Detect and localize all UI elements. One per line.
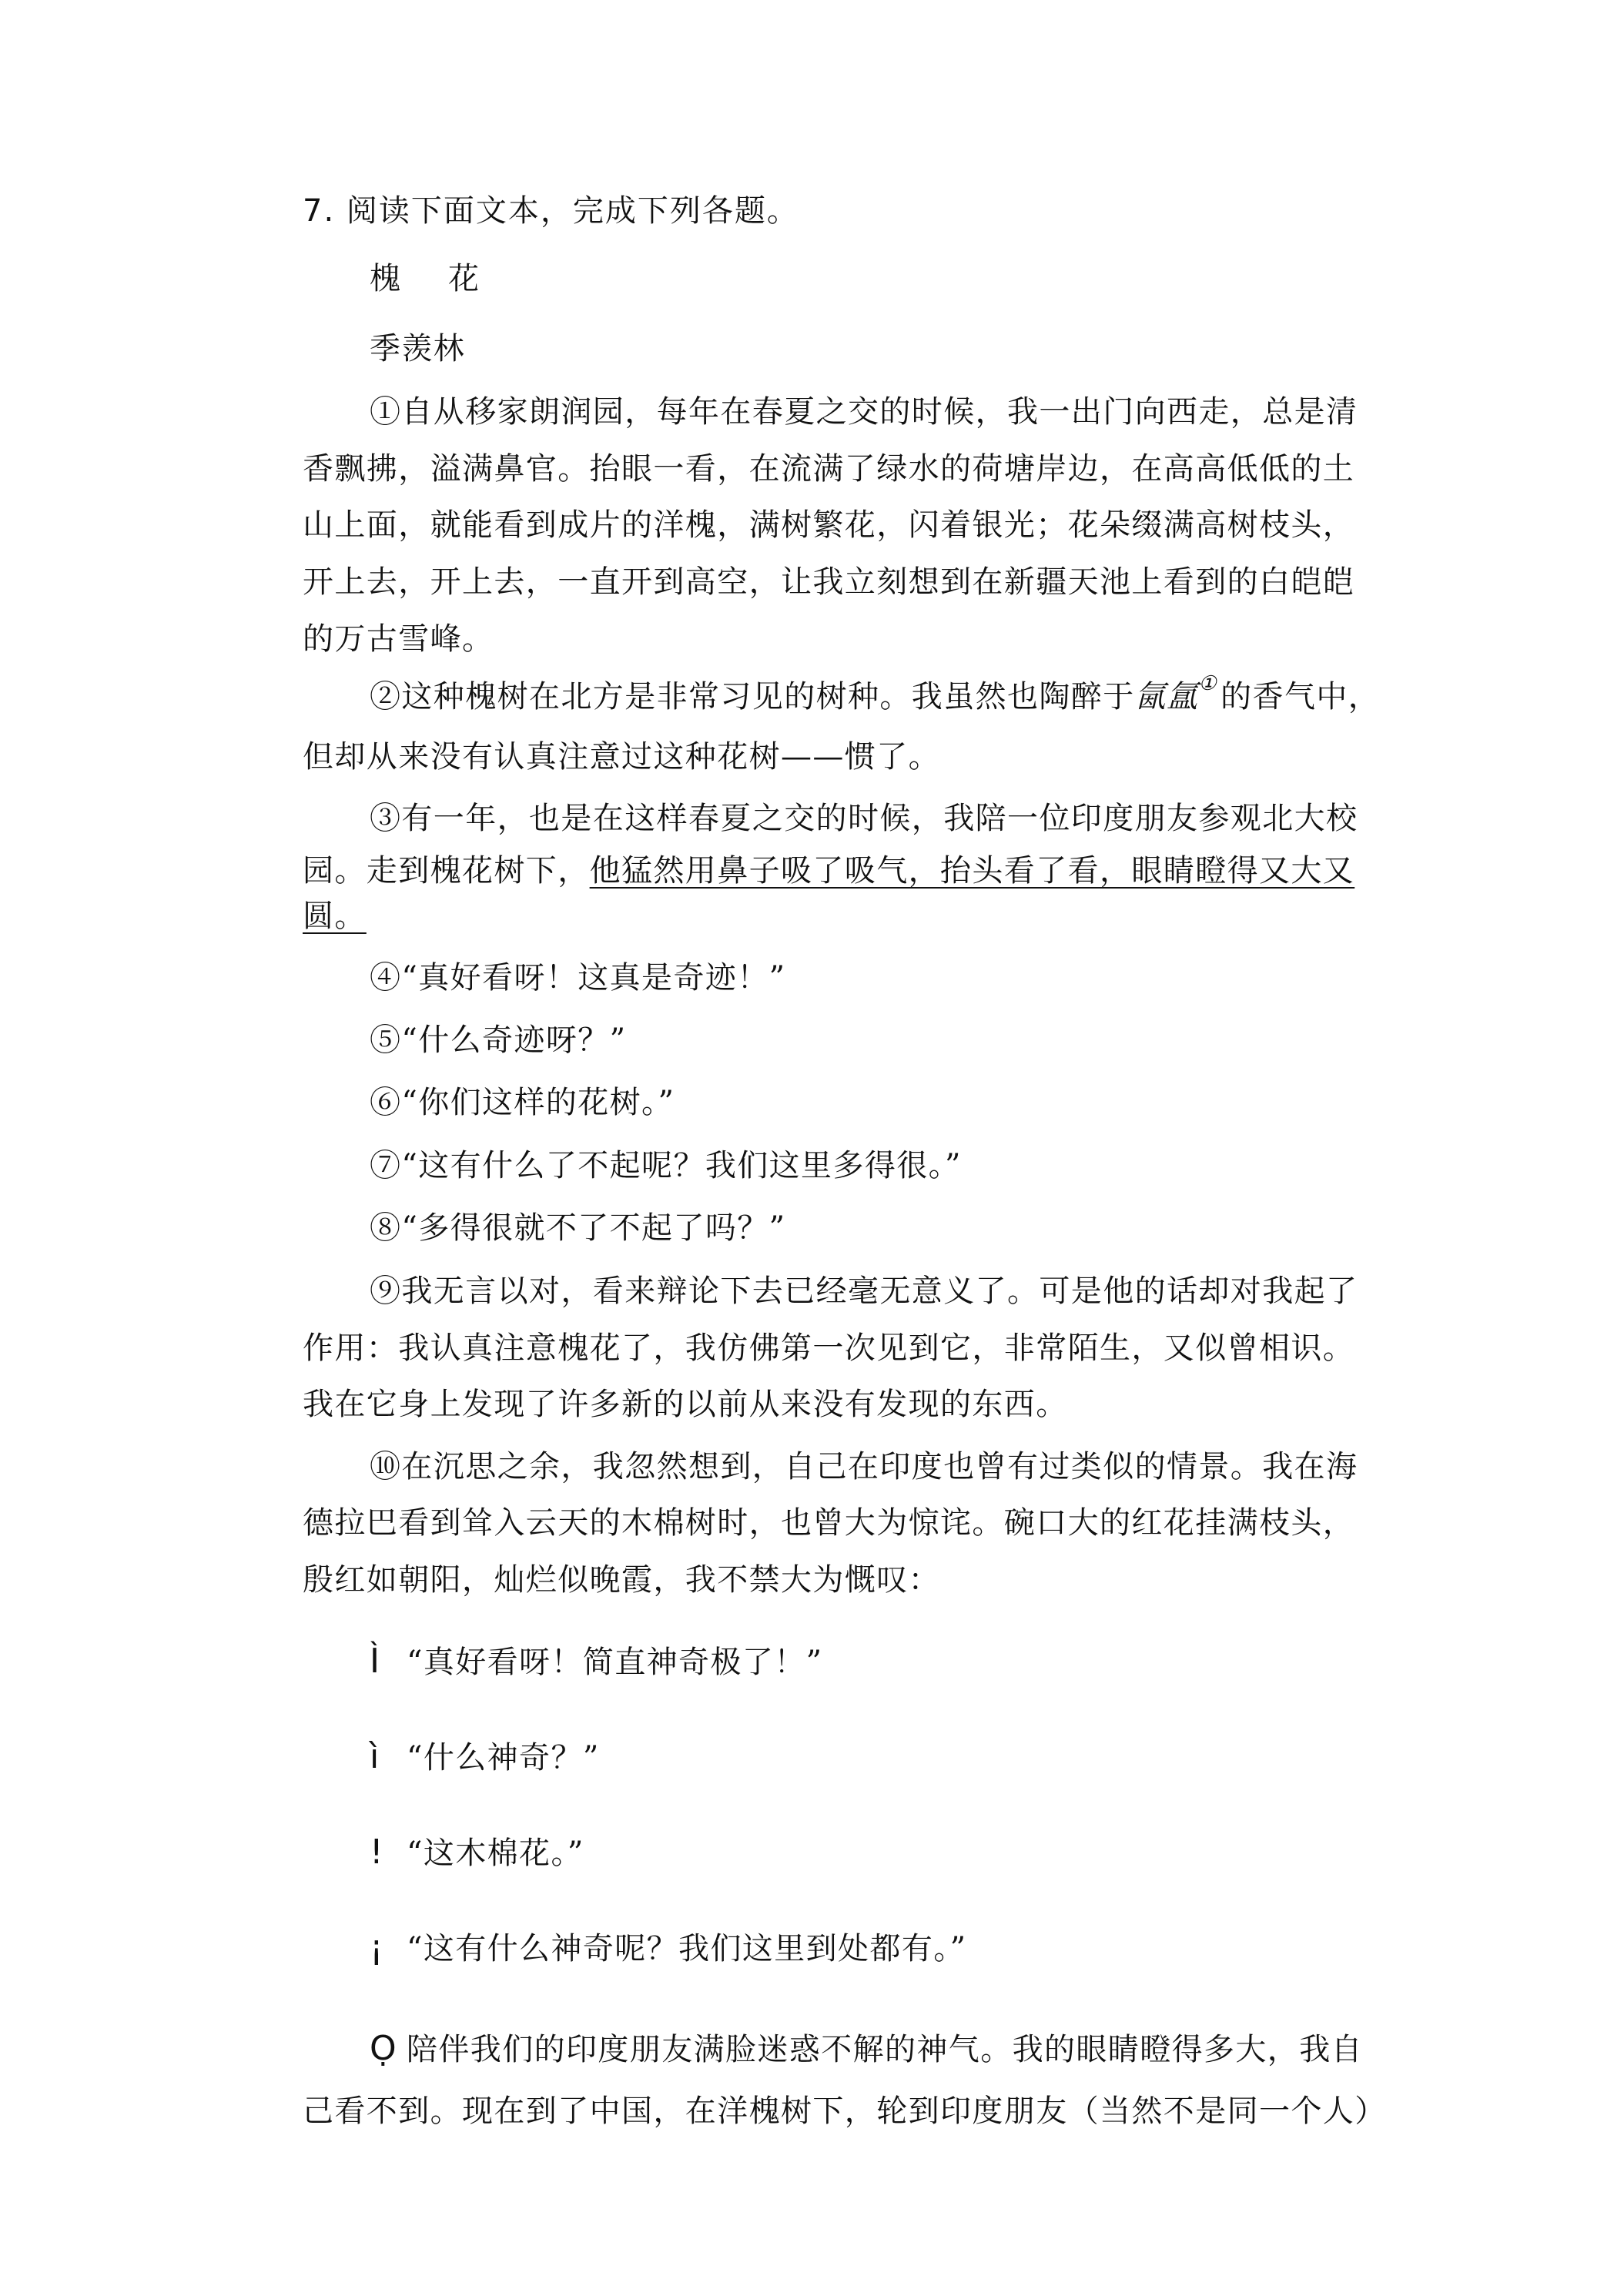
paragraph-2-text-b: 的香气中， — [1221, 679, 1381, 715]
title-char-1: 槐 — [370, 261, 400, 296]
paragraph-15-text: 陪伴我们的印度朋友满脸迷惑不解的神气。我的眼睛瞪得多大，我自 — [407, 2032, 1363, 2067]
paragraph-9-line-2: 作用：我认真注意槐花了，我仿佛第一次见到它，非常陌生，又似曾相识。 — [303, 1330, 1355, 1366]
paragraph-13-number: ! — [370, 1832, 385, 1872]
paragraph-2-term: 氤氲 — [1134, 679, 1199, 715]
paragraph-3-line-2 — [303, 849, 1354, 892]
paragraph-15-number: Ọ — [370, 2029, 398, 2068]
paragraph-2-text-a: ②这种槐树在北方是非常习见的树种。我虽然也陶醉于 — [370, 679, 1135, 715]
paragraph-11 — [370, 1640, 823, 1684]
paragraph-6: ⑥“你们这样的花树。” — [370, 1085, 675, 1120]
paragraph-11-text: “真好看呀！简直神奇极了！” — [407, 1645, 823, 1680]
paragraph-3-text-plain: 园。走到槐花树下， — [303, 853, 590, 889]
paragraph-3-line-1: ③有一年，也是在这样春夏之交的时候，我陪一位印度朋友参观北大校 — [370, 801, 1358, 836]
paragraph-10-line-2: 德拉巴看到耸入云天的木棉树时，也曾大为惊诧。碗口大的红花挂满枝头， — [303, 1505, 1355, 1541]
paragraph-9-line-1: ⑨我无言以对，看来辩论下去已经毫无意义了。可是他的话却对我起了 — [370, 1274, 1358, 1309]
paragraph-1-line-1: ①自从移家朗润园，每年在春夏之交的时候，我一出门向西走，总是清 — [370, 394, 1358, 430]
paragraph-12-number: ì — [370, 1737, 380, 1776]
paragraph-13-text: “这木棉花。” — [407, 1836, 584, 1871]
paragraph-2-line-1 — [370, 672, 1381, 722]
paragraph-10-line-3: 殷红如朝阳，灿烂似晚霞，我不禁大为慨叹： — [303, 1562, 940, 1598]
paragraph-3-line-3 — [303, 895, 367, 938]
paragraph-14-number: ¡ — [370, 1928, 385, 1967]
paragraph-1-line-5: 的万古雪峰。 — [303, 621, 494, 657]
paragraph-4: ④“真好看呀！这真是奇迹！” — [370, 960, 786, 996]
paragraph-1-line-3: 山上面，就能看到成片的洋槐，满树繁花，闪着银光；花朵缀满高树枝头， — [303, 507, 1355, 543]
title-char-2: 花 — [448, 261, 479, 296]
paragraph-15-line-1 — [370, 2027, 1363, 2071]
paragraph-11-number: Ì — [370, 1642, 381, 1681]
paragraph-8: ⑧“多得很就不了不起了吗？” — [370, 1210, 786, 1246]
article-author: 季羡林 — [370, 331, 466, 366]
paragraph-14-text: “这有什么神奇呢？我们这里到处都有。” — [407, 1931, 967, 1966]
paragraph-13 — [370, 1831, 584, 1875]
paragraph-7: ⑦“这有什么了不起呢？我们这里多得很。” — [370, 1148, 962, 1183]
paragraph-3-underlined-end: 圆。 — [303, 899, 367, 934]
paragraph-9-line-3: 我在它身上发现了许多新的以前从来没有发现的东西。 — [303, 1387, 1068, 1422]
paragraph-10-line-1: ⑩在沉思之余，我忽然想到，自己在印度也曾有过类似的情景。我在海 — [370, 1449, 1358, 1484]
paragraph-1-line-2: 香飘拂，溢满鼻官。抬眼一看，在流满了绿水的荷塘岸边，在高高低低的土 — [303, 451, 1355, 487]
paragraph-12 — [370, 1735, 600, 1779]
paragraph-2-line-2: 但却从来没有认真注意过这种花树——惯了。 — [303, 739, 940, 775]
article-title — [370, 257, 479, 300]
paragraph-3-underlined-sentence: 他猛然用鼻子吸了吸气，抬头看了看，眼睛瞪得又大又 — [589, 853, 1355, 889]
paragraph-15-line-2: 己看不到。现在到了中国，在洋槐树下，轮到印度朋友（当然不是同一个人） — [303, 2094, 1387, 2129]
paragraph-1-line-4: 开上去，开上去，一直开到高空，让我立刻想到在新疆天池上看到的白皑皑 — [303, 564, 1355, 600]
paragraph-12-text: “什么神奇？” — [407, 1740, 600, 1776]
paragraph-14 — [370, 1926, 967, 1970]
question-heading: 7. 阅读下面文本，完成下列各题。 — [303, 193, 799, 229]
footnote-marker: ① — [1198, 672, 1218, 695]
paragraph-5: ⑤“什么奇迹呀？” — [370, 1022, 627, 1058]
